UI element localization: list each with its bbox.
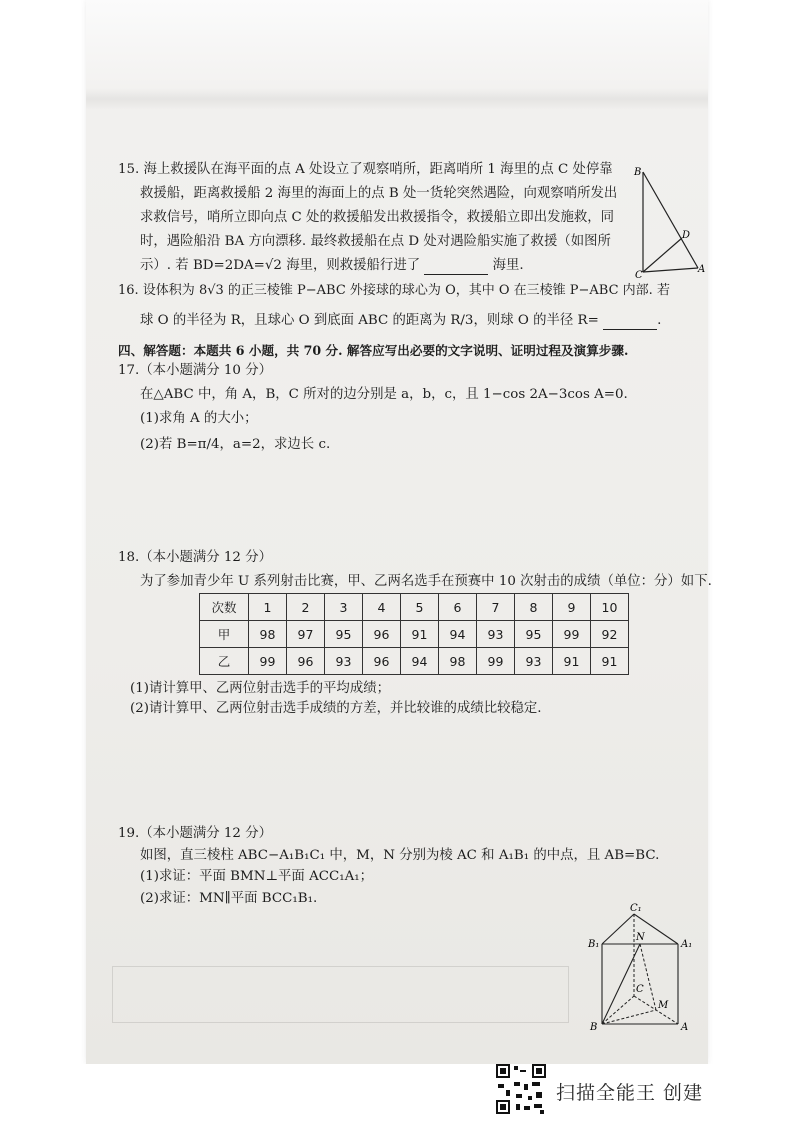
q18-stem: 为了参加青少年 U 系列射击比赛，甲、乙两名选手在预赛中 10 次射击的成绩（单位：分）如下. <box>140 574 712 589</box>
table-row <box>200 621 629 648</box>
table-cell: 91 <box>401 621 439 648</box>
q19-part-1: (1)求证：平面 BMN⊥平面 ACC₁A₁； <box>140 869 374 884</box>
table-header-cell: 5 <box>401 594 439 621</box>
q19-label-a: A <box>681 1022 689 1033</box>
q19-title: 19.（本小题满分 12 分） <box>118 826 272 841</box>
q19-label-c: C <box>636 984 644 995</box>
q17-part-1: (1)求角 A 的大小； <box>140 411 258 426</box>
table-cell: 96 <box>287 648 325 675</box>
q15-label-c: C <box>635 270 643 281</box>
q15-line-1: 15. 海上救援队在海平面的点 A 处设立了观察哨所，距离哨所 1 海里的点 C 处停靠 <box>118 162 613 177</box>
table-cell: 98 <box>249 621 287 648</box>
q15-label-b: B <box>634 167 642 178</box>
table-cell: 97 <box>287 621 325 648</box>
paper-fold <box>86 88 708 110</box>
q19-label-b1: B₁ <box>588 939 600 950</box>
table-cell: 98 <box>439 648 477 675</box>
table-header-cell: 2 <box>287 594 325 621</box>
table-cell: 95 <box>515 621 553 648</box>
table-header-cell: 8 <box>515 594 553 621</box>
table-cell: 96 <box>363 648 401 675</box>
table-cell: 91 <box>591 648 629 675</box>
score-table <box>199 593 629 675</box>
table-header-cell: 4 <box>363 594 401 621</box>
q18-part-2: (2)请计算甲、乙两位射击选手成绩的方差，并比较谁的成绩比较稳定. <box>130 701 542 716</box>
table-header-cell: 次数 <box>200 594 249 621</box>
q16-text: 球 O 的半径为 R，且球心 O 到底面 ABC 的距离为 R/3，则球 O 的半径 R= <box>140 313 599 328</box>
q19-label-m: M <box>658 1000 669 1011</box>
q15-last-text: 示）. 若 BD=2DA=√2 海里，则救援船行进了 <box>140 258 421 273</box>
table-cell: 乙 <box>200 648 249 675</box>
q15-answer-blank <box>424 260 488 275</box>
q16-answer-blank <box>603 315 657 330</box>
table-header-cell: 1 <box>249 594 287 621</box>
q15-label-a: A <box>698 264 706 275</box>
q16-line-1: 16. 设体积为 8√3 的正三棱锥 P−ABC 外接球的球心为 O，其中 O 在三棱锥 P−ABC 内部. 若 <box>118 283 670 298</box>
faint-answer-box <box>112 966 569 1023</box>
q15-line-5 <box>140 257 524 275</box>
q15-line-4: 时，遇险船沿 BA 方向漂移. 最终救援船在点 D 处对遇险船实施了救援（如图所 <box>140 234 611 249</box>
scanner-watermark: 扫描全能王 创建 <box>556 1082 704 1104</box>
table-header-cell: 10 <box>591 594 629 621</box>
table-cell: 99 <box>553 621 591 648</box>
table-row <box>200 648 629 675</box>
qr-code-icon <box>496 1064 546 1114</box>
q16-line-2: 球 O 的半径为 R，且球心 O 到底面 ABC 的距离为 R/3，则球 O 的半径 R= . <box>140 313 662 328</box>
q17-part-2: (2)若 B=π/4，a=2，求边长 c. <box>140 437 331 452</box>
q15-triangle-figure <box>630 160 710 285</box>
q19-label-c1: C₁ <box>630 903 642 914</box>
q19-label-b: B <box>590 1022 598 1033</box>
table-cell: 99 <box>249 648 287 675</box>
table-cell: 94 <box>401 648 439 675</box>
q19-label-n: N <box>636 932 645 943</box>
section-4-header: 四、解答题：本题共 6 小题，共 70 分. 解答应写出必要的文字说明、证明过程及演算步骤. <box>118 343 629 358</box>
q19-stem: 如图，直三棱柱 ABC−A₁B₁C₁ 中，M，N 分别为棱 AC 和 A₁B₁ 的中点，且 AB=BC. <box>140 848 660 863</box>
q17-title: 17.（本小题满分 10 分） <box>118 363 272 378</box>
table-cell: 99 <box>477 648 515 675</box>
table-cell: 93 <box>477 621 515 648</box>
table-cell: 甲 <box>200 621 249 648</box>
q15-line-2: 救援船，距离救援船 2 海里的海面上的点 B 处一货轮突然遇险，向观察哨所发出 <box>140 186 618 201</box>
q15-line-3: 求救信号，哨所立即向点 C 处的救援船发出救援指令，救援船立即出发施救，同 <box>140 210 615 225</box>
table-header-cell: 6 <box>439 594 477 621</box>
table-header-cell: 3 <box>325 594 363 621</box>
table-header-cell: 7 <box>477 594 515 621</box>
table-cell: 93 <box>515 648 553 675</box>
table-cell: 96 <box>363 621 401 648</box>
score-table-header-row <box>200 594 629 621</box>
q19-part-2: (2)求证：MN∥平面 BCC₁B₁. <box>140 891 318 906</box>
table-cell: 95 <box>325 621 363 648</box>
table-cell: 94 <box>439 621 477 648</box>
table-header-cell: 9 <box>553 594 591 621</box>
q19-label-a1: A₁ <box>681 939 693 950</box>
q19-prism-figure <box>588 900 698 1040</box>
q17-stem: 在△ABC 中，角 A，B，C 所对的边分别是 a，b，c，且 1−cos 2A−3cos A=0. <box>140 387 628 402</box>
table-cell: 93 <box>325 648 363 675</box>
table-cell: 92 <box>591 621 629 648</box>
q15-label-d: D <box>682 230 691 241</box>
q18-part-1: (1)请计算甲、乙两位射击选手的平均成绩； <box>130 681 390 696</box>
table-cell: 91 <box>553 648 591 675</box>
q18-title: 18.（本小题满分 12 分） <box>118 550 272 565</box>
q15-unit: 海里. <box>492 258 524 273</box>
